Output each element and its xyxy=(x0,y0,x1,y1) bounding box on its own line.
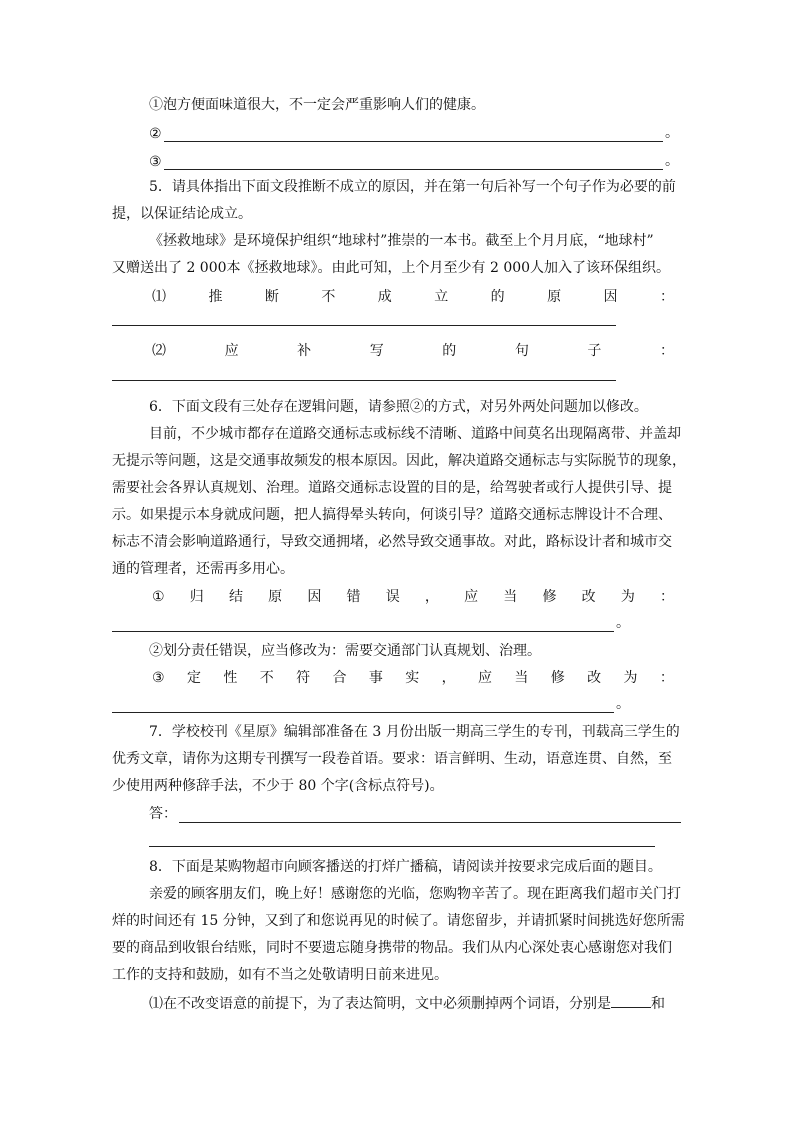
q7-prompt-line-2: 优秀文章，请你为这期专刊撰写一段卷首语。要求：语言鲜明、生动，语意连贯、自然，至 xyxy=(112,751,672,767)
q6-item-1-answer-row xyxy=(112,612,630,632)
q6-item-1-char: 错 xyxy=(346,589,361,605)
q8-passage-line-2: 烊的时间还有 15 分钟，又到了和您说再见的时候了。请您留步，并请抓紧时间挑选好您所需 xyxy=(112,913,685,929)
q4-item-3-row xyxy=(149,150,679,170)
q6-item-1-char: 误 xyxy=(385,589,400,605)
q6-passage-line-1: 目前，不少城市都存在道路交通标志或标线不清晰、道路中间莫名出现隔离带、并盖却 xyxy=(149,426,681,442)
q6-item-3-char: 应 xyxy=(477,670,492,686)
q5-sub-1-char: ⑴ xyxy=(152,289,166,305)
q6-item-3-char: 为 xyxy=(623,670,638,686)
q6-item-3-char: 定 xyxy=(186,670,201,686)
q5-sub-2-char: 子 xyxy=(587,343,602,359)
q6-item-3-char: 当 xyxy=(514,670,529,686)
q6-item-3-char: 符 xyxy=(296,670,311,686)
q8-sub-1 xyxy=(149,992,665,1014)
q6-item-3-end: 。 xyxy=(616,696,630,712)
q6-item-1-char: 应 xyxy=(464,589,479,605)
q6-item-3-answer-line[interactable] xyxy=(112,698,614,713)
q5-sub-2-answer-line[interactable] xyxy=(112,380,616,381)
q5-sub-1-char: 的 xyxy=(490,289,505,305)
q6-passage-line-3: 需要社会各界认真规划、治理。道路交通标志设置的目的是，给驾驶者或行人提供引导、提 xyxy=(112,480,672,496)
q6-item-3-char: 事 xyxy=(368,670,383,686)
q4-item-3-label: ③ xyxy=(149,154,162,170)
q6-item-3-prompt xyxy=(152,668,674,688)
q5-sub-2-char: ⑵ xyxy=(152,343,166,359)
q5-sub-1-prompt xyxy=(152,287,674,307)
q5-sub-2-char: 写 xyxy=(369,343,384,359)
q5-sub-2-char: 的 xyxy=(442,343,457,359)
q8-passage-line-3: 要的商品到收银台结账，同时不要遗忘随身携带的物品。我们从内心深处衷心感谢您对我们 xyxy=(112,940,672,956)
q5-sub-1-char: 原 xyxy=(547,289,562,305)
q6-item-1-char: 归 xyxy=(189,589,204,605)
q6-item-1-char: ① xyxy=(152,589,165,605)
q6-item-3-char: ： xyxy=(659,670,674,686)
q5-passage-line-2: 又赠送出了 2 000本《拯救地球》。由此可知，上个月至少有 2 000人加入了该环保组织。 xyxy=(112,260,671,276)
q5-sub-1-answer-line[interactable] xyxy=(112,325,616,326)
q6-item-3-char: ③ xyxy=(152,670,165,686)
q6-item-1-prompt xyxy=(152,587,674,607)
q6-item-3-char: 性 xyxy=(223,670,238,686)
q5-sub-1-char: 立 xyxy=(434,289,449,305)
q8-prompt: 8．下面是某购物超市向顾客播送的打烊广播稿，请阅读并按要求完成后面的题目。 xyxy=(149,859,662,875)
q7-answer-line-2[interactable] xyxy=(149,846,655,847)
q5-passage-line-1: 《拯救地球》是环境保护组织“地球村”推崇的一本书。截至上个月月底，“地球村” xyxy=(149,233,654,249)
q5-prompt-line-1: 5．请具体指出下面文段推断不成立的原因，并在第一句后补写一个句子作为必要的前 xyxy=(149,179,676,195)
q5-sub-1-char: 不 xyxy=(321,289,336,305)
q7-answer-row xyxy=(149,803,681,823)
q6-item-3-answer-row xyxy=(112,693,630,713)
q4-item-2-row xyxy=(149,122,679,142)
q6-item-1-char: 原 xyxy=(268,589,283,605)
q5-sub-2-char: 应 xyxy=(224,343,239,359)
q6-passage-line-5: 标志不清会影响道路通行，导致交通拥堵，必然导致交通事故。对此，路标设计者和城市交 xyxy=(112,534,672,550)
q8-passage-line-1: 亲爱的顾客朋友们，晚上好！感谢您的光临，您购物辛苦了。现在距离我们超市关门打 xyxy=(149,886,681,902)
q6-item-1-char: 因 xyxy=(307,589,322,605)
q6-item-3-char: 改 xyxy=(587,670,602,686)
q6-item-2: ②划分责任错误，应当修改为：需要交通部门认真规划、治理。 xyxy=(149,643,541,659)
q5-sub-1-char: 成 xyxy=(377,289,392,305)
q8-sub-1-text: ⑴在不改变语意的前提下，为了表达简明，文中必须删掉两个词语，分别是 xyxy=(149,996,611,1012)
q5-sub-1-char: 断 xyxy=(264,289,279,305)
q6-passage-line-6: 通的管理者，还需再多用心。 xyxy=(112,561,294,577)
q7-answer-line-1[interactable] xyxy=(179,808,681,823)
q5-sub-1-char: ： xyxy=(659,289,674,305)
q6-item-3-char: ， xyxy=(441,670,456,686)
q8-sub-1-blank[interactable] xyxy=(611,992,651,1008)
q7-prompt-line-1: 7．学校校刊《星原》编辑部准备在 3 月份出版一期高三学生的专刊，刊载高三学生的 xyxy=(149,724,680,740)
q8-sub-1-end: 和 xyxy=(651,996,665,1012)
q5-prompt-line-2: 提，以保证结论成立。 xyxy=(112,206,252,222)
q6-item-3-char: 不 xyxy=(259,670,274,686)
q4-item-2-label: ② xyxy=(149,126,162,142)
q4-item-2-answer-line[interactable] xyxy=(164,127,663,142)
q7-answer-label: 答： xyxy=(149,806,177,822)
q5-sub-2-char: ： xyxy=(659,343,674,359)
q6-passage-line-4: 示。如果提示本身就成问题，把人搞得晕头转向，何谈引导？道路交通标志牌设计不合理、 xyxy=(112,507,672,523)
q5-sub-1-char: 推 xyxy=(208,289,223,305)
q5-sub-1-char: 因 xyxy=(603,289,618,305)
q6-passage-line-2: 无提示等问题，这是交通事故频发的根本原因。因此，解决道路交通标志与实际脱节的现象， xyxy=(112,453,686,469)
q6-item-3-char: 合 xyxy=(332,670,347,686)
q6-item-3-char: 实 xyxy=(405,670,420,686)
q6-item-1-char: ， xyxy=(424,589,439,605)
q5-sub-2-char: 补 xyxy=(297,343,312,359)
q6-item-1-char: 修 xyxy=(542,589,557,605)
q4-item-1: ①泡方便面味道很大，不一定会严重影响人们的健康。 xyxy=(149,97,485,113)
q6-prompt: 6．下面文段有三处存在逻辑问题，请参照②的方式，对另外两处问题加以修改。 xyxy=(149,399,648,415)
q6-item-1-answer-line[interactable] xyxy=(112,617,614,632)
q7-prompt-line-3: 少使用两种修辞手法，不少于 80 个字(含标点符号)。 xyxy=(112,778,444,794)
q6-item-1-end: 。 xyxy=(616,615,630,631)
q6-item-1-char: 结 xyxy=(228,589,243,605)
q6-item-1-char: ： xyxy=(660,589,674,605)
q5-sub-2-char: 句 xyxy=(514,343,529,359)
q6-item-1-char: 为 xyxy=(620,589,635,605)
q4-item-2-end: 。 xyxy=(665,125,679,141)
q6-item-1-char: 当 xyxy=(503,589,518,605)
q6-item-1-char: 改 xyxy=(581,589,596,605)
q4-item-3-end: 。 xyxy=(665,153,679,169)
q5-sub-2-prompt xyxy=(152,341,674,361)
q4-item-3-answer-line[interactable] xyxy=(164,155,663,170)
q8-passage-line-4: 工作的支持和鼓励，如有不当之处敬请明日前来进见。 xyxy=(112,967,448,983)
q6-item-3-char: 修 xyxy=(550,670,565,686)
